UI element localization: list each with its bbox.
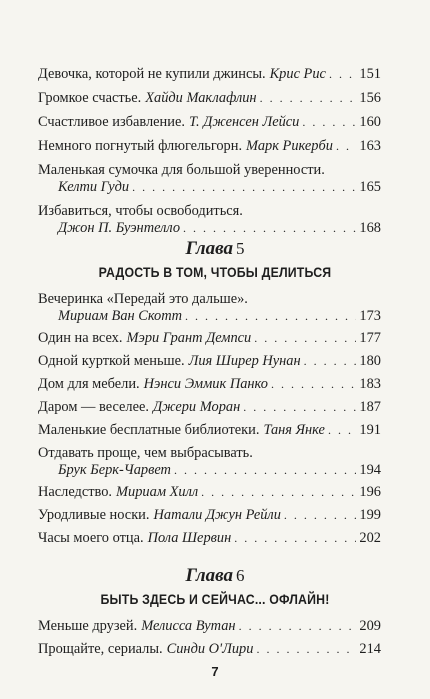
chapter-title: БЫТЬ ЗДЕСЬ И СЕЙЧАС... ОФЛАЙН!	[100, 591, 330, 607]
chapter-heading: Глава 6	[185, 565, 245, 586]
toc-entry: Меньше друзей. Мелисса Вутан . . . 209	[38, 618, 381, 635]
toc-entry: Один на всех. Мэри Грант Демпси . . . 177	[38, 330, 381, 347]
toc-entry: Отдавать проще, чем выбрасывать. Брук Берк-Чарвет . . . 194	[38, 445, 381, 479]
toc-entry: Девочка, которой не купили джинсы. Крис Рис . . . 151	[38, 66, 381, 83]
toc-entry: Маленькая сумочка для большой уверенности. Келти Гуди . . . 165	[38, 162, 381, 196]
chapter-heading: Глава 5	[185, 238, 245, 259]
toc-entry: Прощайте, сериалы. Синди О'Лири . . . 214	[38, 641, 381, 658]
chapter-title: РАДОСТЬ В ТОМ, ЧТОБЫ ДЕЛИТЬСЯ	[98, 264, 332, 280]
toc-entry: Уродливые носки. Натали Джун Рейли . . . 199	[38, 507, 381, 524]
toc-entry: Избавиться, чтобы освободиться. Джон П. Буэнтелло . . . 168	[38, 203, 381, 237]
toc-entry: Наследство. Мириам Хилл . . . 196	[38, 484, 381, 501]
toc-entry: Маленькие бесплатные библиотеки. Таня Янке . . . 191	[38, 422, 381, 439]
toc-entry: Немного погнутый флюгельгорн. Марк Рикерби . . . 163	[38, 138, 381, 155]
toc-entry: Одной курткой меньше. Лия Ширер Нунан . . . 180	[38, 353, 381, 370]
page-number: 7	[211, 664, 219, 679]
toc-entry: Дом для мебели. Нэнси Эммик Панко . . . 183	[38, 376, 381, 393]
toc-entry: Громкое счастье. Хайди Маклафлин . . . 156	[38, 90, 381, 107]
toc-entry: Часы моего отца. Пола Шервин . . . 202	[38, 530, 381, 547]
toc-entry: Вечеринка «Передай это дальше». Мириам Ван Скотт . . . 173	[38, 291, 381, 325]
toc-entry: Счастливое избавление. Т. Дженсен Лейси . . . 160	[38, 114, 381, 131]
toc-entry: Даром — веселее. Джери Моран . . . 187	[38, 399, 381, 416]
